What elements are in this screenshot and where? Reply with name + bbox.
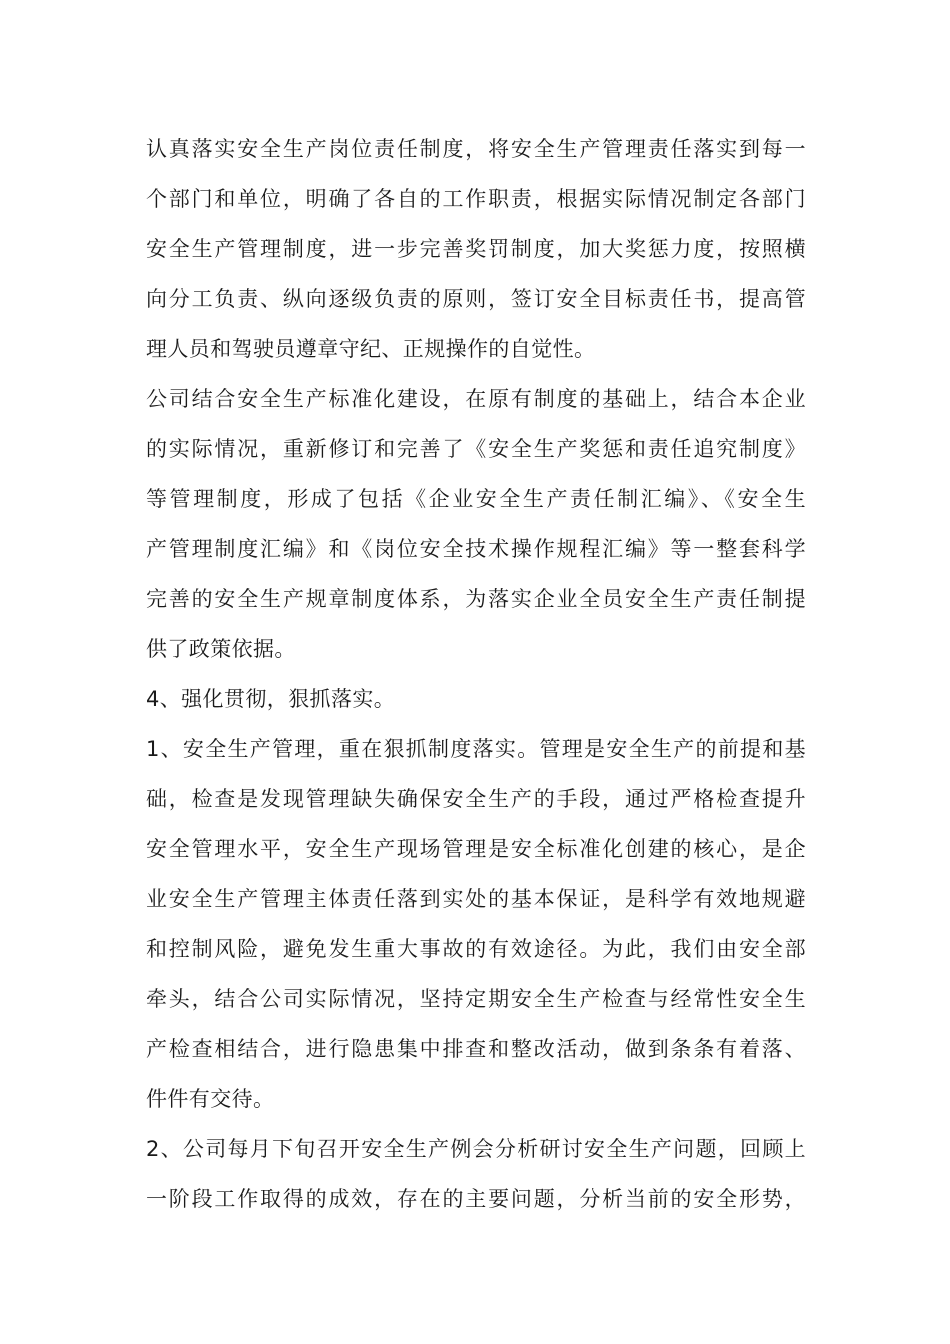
text-line: 安全生产管理制度，进一步完善奖罚制度，加大奖惩力度，按照横 — [146, 237, 806, 261]
text-line: 认真落实安全生产岗位责任制度，将安全生产管理责任落实到每一 — [146, 137, 806, 161]
text-line: 1、安全生产管理，重在狠抓制度落实。管理是安全生产的前提和基 — [146, 737, 806, 761]
text-line: 向分工负责、纵向逐级负责的原则，签订安全目标责任书，提高管 — [146, 287, 806, 311]
text-line: 的实际情况，重新修订和完善了《安全生产奖惩和责任追究制度》 — [146, 437, 806, 461]
text-line: 完善的安全生产规章制度体系，为落实企业全员安全生产责任制提 — [146, 587, 806, 611]
text-line: 理人员和驾驶员遵章守纪、正规操作的自觉性。 — [146, 337, 596, 361]
text-line: 牵头，结合公司实际情况，坚持定期安全生产检查与经常性安全生 — [146, 987, 806, 1011]
text-line: 一阶段工作取得的成效，存在的主要问题，分析当前的安全形势， — [146, 1187, 806, 1211]
text-line: 产管理制度汇编》和《岗位安全技术操作规程汇编》等一整套科学 — [146, 537, 806, 561]
heading-line: 4、强化贯彻，狠抓落实。 — [146, 687, 396, 711]
text-line: 公司结合安全生产标准化建设，在原有制度的基础上，结合本企业 — [146, 387, 806, 411]
paragraph-responsibility — [146, 124, 806, 374]
section-heading — [146, 674, 806, 724]
text-line: 个部门和单位，明确了各自的工作职责，根据实际情况制定各部门 — [146, 187, 806, 211]
text-line: 等管理制度，形成了包括《企业安全生产责任制汇编》、《安全生 — [146, 487, 806, 511]
text-line: 件件有交待。 — [146, 1087, 275, 1111]
paragraph-regulations — [146, 374, 806, 674]
paragraph-inspection — [146, 724, 806, 1124]
text-line: 和控制风险，避免发生重大事故的有效途径。为此，我们由安全部 — [146, 937, 806, 961]
text-line: 供了政策依据。 — [146, 637, 296, 661]
paragraph-monthly-meeting — [146, 1124, 806, 1224]
document-page — [146, 124, 806, 1224]
text-line: 产检查相结合，进行隐患集中排查和整改活动，做到条条有着落、 — [146, 1037, 806, 1061]
text-line: 安全管理水平，安全生产现场管理是安全标准化创建的核心，是企 — [146, 837, 806, 861]
text-line: 2、公司每月下旬召开安全生产例会分析研讨安全生产问题，回顾上 — [146, 1137, 806, 1161]
text-line: 业安全生产管理主体责任落到实处的基本保证，是科学有效地规避 — [146, 887, 806, 911]
text-line: 础，检查是发现管理缺失确保安全生产的手段，通过严格检查提升 — [146, 787, 806, 811]
